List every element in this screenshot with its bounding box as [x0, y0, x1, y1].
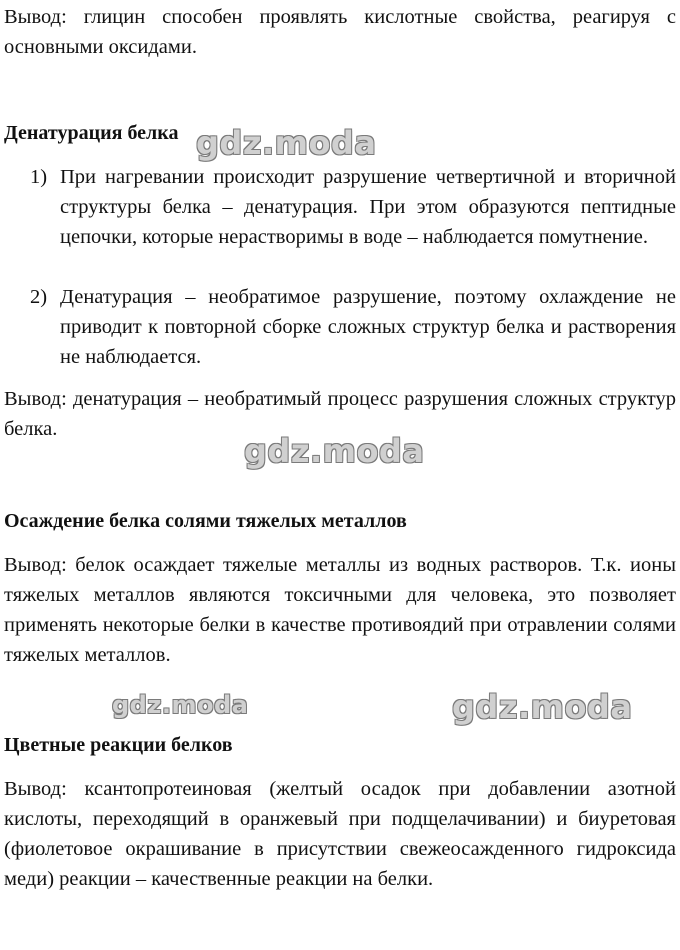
color-reactions-conclusion: Вывод: ксантопротеиновая (желтый осадок при добавлении азотной кислоты, переходящий в оранжевый при подщелачивании) и биуретовая (фиолетовое окрашивание в присутствии свежеосажденного гидроксида меди) реакции – качественные реакции на белки. — [4, 778, 676, 890]
color-reactions-heading: Цветные реакции белков — [4, 734, 233, 756]
list-item-text: Денатурация – необратимое разрушение, поэтому охлаждение не приводит к повторной сборке сложных структур белка и растворения не наблюдается. — [60, 286, 676, 368]
precipitation-heading: Осаждение белка солями тяжелых металлов — [4, 510, 407, 532]
watermark-logo: gdz.moda — [452, 688, 633, 726]
list-item — [30, 282, 676, 372]
denaturation-conclusion: Вывод: денатурация – необратимый процесс разрушения сложных структур белка. — [4, 388, 676, 440]
list-item-number: 1) — [30, 166, 48, 188]
watermark-logo: gdz.moda — [244, 432, 425, 470]
list-item-number: 2) — [30, 286, 48, 308]
precipitation-conclusion: Вывод: белок осаждает тяжелые металлы из водных растворов. Т.к. ионы тяжелых металлов являются токсичными для человека, это позволяет применять некоторые белки в качестве противоядий при отравлении солями тяжелых металлов. — [4, 554, 676, 666]
glycine-conclusion: Вывод: глицин способен проявлять кислотные свойства, реагируя с основными оксидами. — [4, 6, 676, 58]
list-item-text: При нагревании происходит разрушение четвертичной и вторичной структуры белка – денатурация. При этом образуются пептидные цепочки, которые нерастворимы в воде – наблюдается помутнение. — [60, 166, 676, 248]
watermark-logo: gdz.moda — [112, 691, 249, 719]
watermark-logo: gdz.moda — [196, 124, 377, 162]
list-item — [30, 162, 676, 252]
denaturation-heading: Денатурация белка — [4, 122, 179, 144]
